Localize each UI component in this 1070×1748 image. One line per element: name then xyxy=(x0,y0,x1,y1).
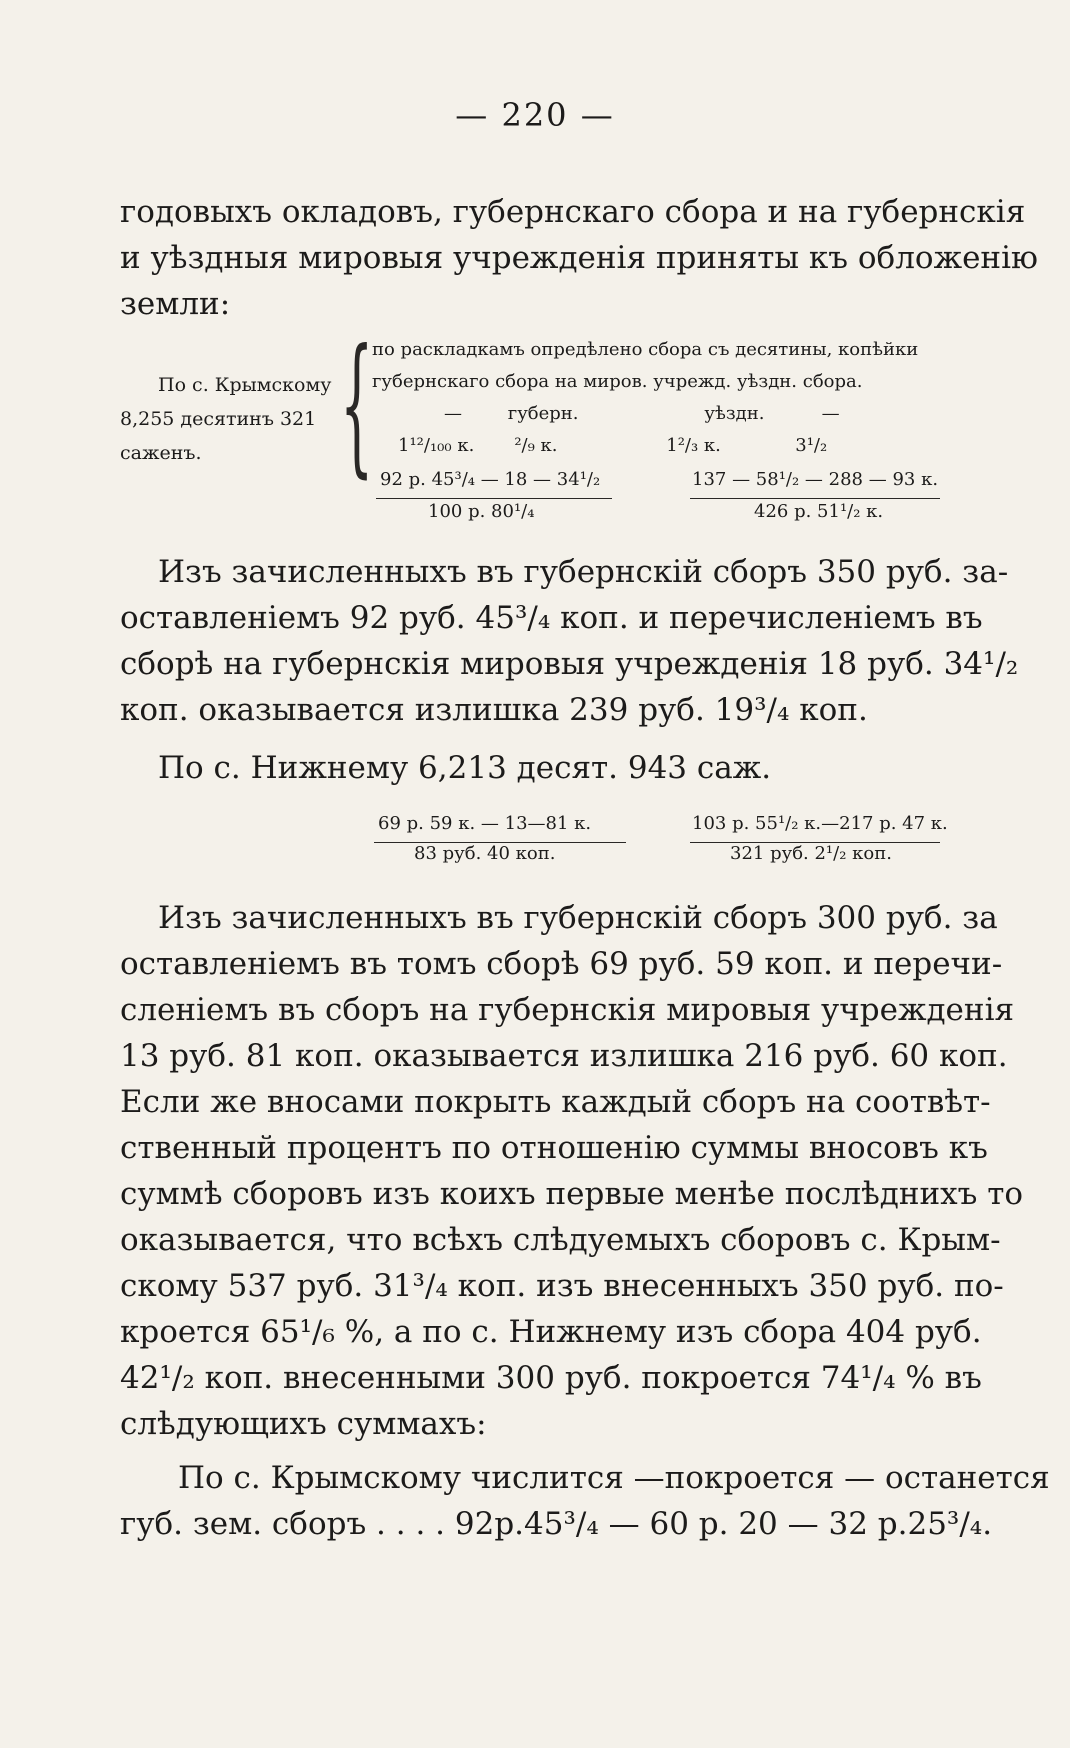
intro-line-1: годовыхъ окладовъ, губернскаго сбора и на губернскія xyxy=(120,194,1026,230)
intro-line-3: земли: xyxy=(120,286,231,322)
krym-label-1: По с. Крымскому xyxy=(158,374,332,396)
nizh-sum-right: 103 р. 55¹/₂ к.—217 р. 47 к. xyxy=(692,813,948,834)
para2-line-1: Изъ зачисленныхъ въ губернскій сборъ 300 руб. за xyxy=(158,900,998,936)
para1-line-4: коп. оказывается излишка 239 руб. 19³/₄ коп. xyxy=(120,692,868,728)
para1-line-1: Изъ зачисленныхъ въ губернскій сборъ 350 руб. за- xyxy=(158,554,1009,590)
intro-line-2: и уѣздныя мировыя учрежденія приняты къ обложенію xyxy=(120,240,1038,276)
para2-line-12: слѣдующихъ суммахъ: xyxy=(120,1406,487,1442)
krym-sum-right: 137 — 58¹/₂ — 288 — 93 к. xyxy=(692,469,939,490)
krym-row-3: — губерн. уѣздн. — xyxy=(444,403,840,424)
para2-line-7: суммѣ сборовъ изъ коихъ первые менѣе послѣднихъ то xyxy=(120,1176,1024,1212)
krym-sum-left: 92 р. 45³/₄ — 18 — 34¹/₂ xyxy=(380,469,601,490)
nizh-sum-left: 69 р. 59 к. — 13—81 к. xyxy=(378,813,592,834)
krym-total-right: 426 р. 51¹/₂ к. xyxy=(754,501,884,522)
para2-line-3: сленіемъ въ сборъ на губернскія мировыя учрежденія xyxy=(120,992,1015,1028)
para2-line-6: ственный процентъ по отношенію суммы вносовъ къ xyxy=(120,1130,988,1166)
para2-line-9: скому 537 руб. 31³/₄ коп. изъ внесенныхъ 350 руб. по- xyxy=(120,1268,1004,1304)
para2-line-4: 13 руб. 81 коп. оказывается излишка 216 руб. 60 коп. xyxy=(120,1038,1008,1074)
krym-row-4: 1¹²/₁₀₀ к. ²/₉ к. 1²/₃ к. 3¹/₂ xyxy=(398,435,828,456)
page-number: — 220 — xyxy=(455,96,615,134)
krym-label-2: 8,255 десятинъ 321 xyxy=(120,408,317,430)
para2-line-10: кроется 65¹/₆ %, а по с. Нижнему изъ сбора 404 руб. xyxy=(120,1314,982,1350)
para2-line-11: 42¹/₂ коп. внесенными 300 руб. покроется 74¹/₄ % въ xyxy=(120,1360,982,1396)
final-line-1: По с. Крымскому числится —покроется — останется xyxy=(178,1460,1050,1496)
final-line-2: губ. зем. сборъ . . . . 92р.45³/₄ — 60 р. 20 — 32 р.25³/₄. xyxy=(120,1506,993,1542)
krym-label-3: саженъ. xyxy=(120,442,202,464)
nizh-heading: По с. Нижнему 6,213 десят. 943 саж. xyxy=(158,750,772,786)
para2-line-8: оказывается, что всѣхъ слѣдуемыхъ сборовъ с. Крым- xyxy=(120,1222,1001,1258)
para2-line-5: Если же вносами покрыть каждый сборъ на соотвѣт- xyxy=(120,1084,991,1120)
nizh-total-left: 83 руб. 40 коп. xyxy=(414,843,556,864)
krym-row-1: по раскладкамъ опредѣлено сбора съ десятины, копѣйки xyxy=(372,339,919,360)
para1-line-3: сборѣ на губернскія мировыя учрежденія 18 руб. 34¹/₂ xyxy=(120,646,1019,682)
para2-line-2: оставленіемъ въ томъ сборѣ 69 руб. 59 коп. и перечи- xyxy=(120,946,1003,982)
para1-line-2: оставленіемъ 92 руб. 45³/₄ коп. и перечисленіемъ въ xyxy=(120,600,983,636)
krym-row-2: губернскаго сбора на миров. учрежд. уѣздн. сбора. xyxy=(372,371,863,392)
krym-total-left: 100 р. 80¹/₄ xyxy=(428,501,535,522)
brace-icon: { xyxy=(340,318,374,492)
nizh-total-right: 321 руб. 2¹/₂ коп. xyxy=(730,843,892,864)
